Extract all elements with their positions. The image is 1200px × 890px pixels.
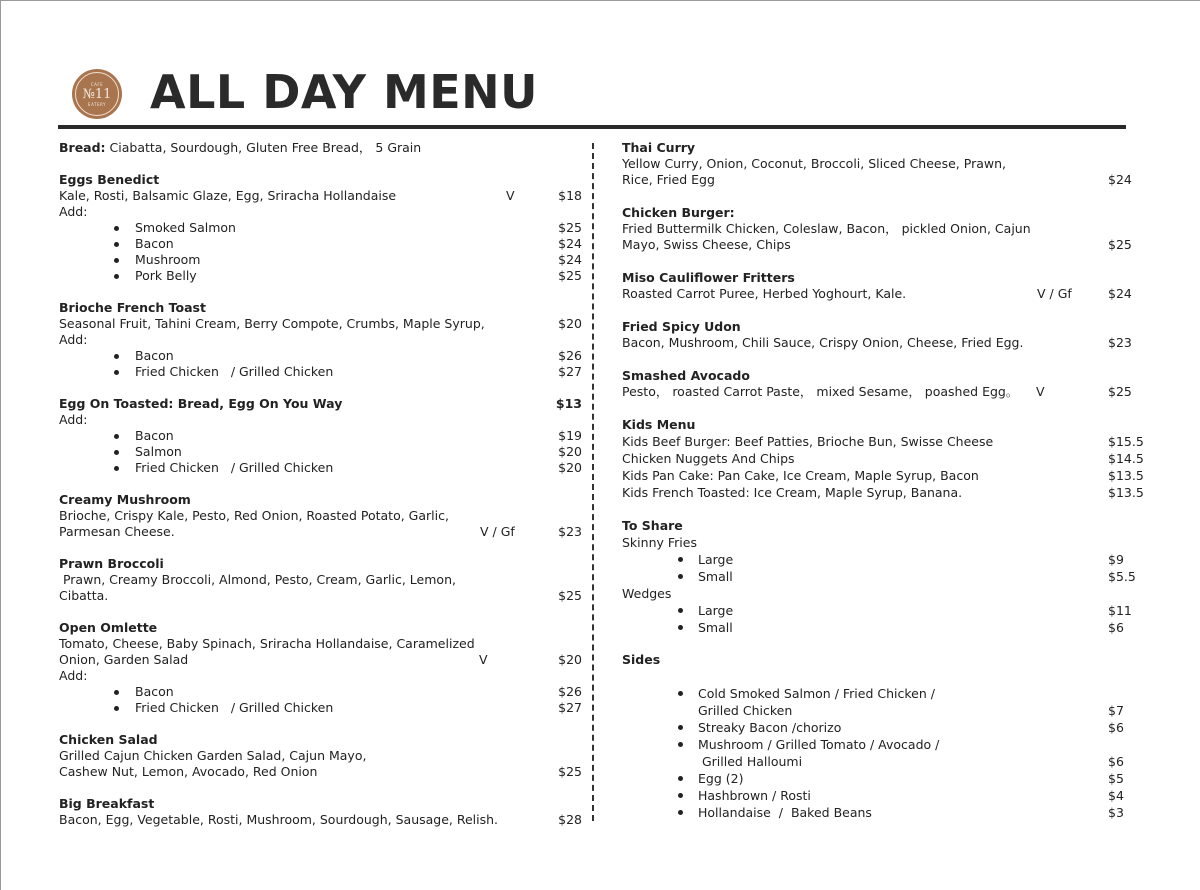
left-column [59, 139, 582, 828]
dietary-tag: V / Gf [1037, 286, 1072, 301]
addon-row [59, 700, 582, 716]
side-price: $5 [1108, 771, 1124, 786]
item-desc: Tomato, Cheese, Baby Spinach, Sriracha Hollandaise, Caramelized [59, 636, 475, 651]
item-title: Brioche French Toast [59, 300, 206, 315]
item-price: $20 [558, 316, 582, 331]
menu-item-big-breakfast [59, 796, 582, 828]
item-price: $23 [1108, 335, 1132, 350]
share-group-label: Wedges [622, 586, 672, 601]
addon-name: Smoked Salmon [135, 220, 236, 235]
item-desc-row [622, 172, 1144, 188]
menu-item-creamy-mushroom [59, 492, 582, 540]
page-border-top [0, 0, 1200, 1]
item-title: Thai Curry [622, 140, 696, 155]
menu-item-brioche-french-toast [59, 300, 582, 380]
item-price: $25 [1108, 384, 1132, 399]
bread-text: Ciabatta, Sourdough, Gluten Free Bread， 5 Grain [105, 140, 422, 155]
item-desc: Roasted Carrot Puree, Herbed Yoghourt, Kale. [622, 286, 907, 301]
bullet-icon [114, 450, 119, 455]
bullet-icon [114, 466, 119, 471]
share-option-row [622, 602, 1144, 619]
item-desc: Prawn, Creamy Broccoli, Almond, Pesto, Cream, Garlic, Lemon, [59, 572, 456, 587]
bullet-icon [678, 608, 683, 613]
addon-name: Mushroom [135, 252, 201, 267]
item-price: $23 [558, 524, 582, 539]
dietary-tag: V / Gf [480, 524, 515, 539]
kids-item-name: Kids Beef Burger: Beef Patties, Brioche Bun, Swisse Cheese [622, 434, 994, 449]
addon-price: $25 [558, 268, 582, 283]
option-name: Small [698, 569, 733, 584]
page-title: ALL DAY MENU [150, 65, 538, 119]
kids-item-row [622, 450, 1144, 467]
item-title-row [59, 396, 582, 412]
side-price: $3 [1108, 805, 1124, 820]
addon-price: $27 [558, 364, 582, 379]
item-desc: Rice, Fried Egg [622, 172, 715, 187]
addon-row [59, 460, 582, 476]
side-row [622, 770, 1144, 787]
item-desc-row [622, 286, 1144, 302]
menu-item-fried-spicy-udon [622, 319, 1144, 351]
addon-name: Fried Chicken / Grilled Chicken [135, 364, 334, 379]
addon-name: Bacon [135, 348, 174, 363]
item-title: Creamy Mushroom [59, 492, 191, 507]
cafe-logo [72, 69, 122, 119]
side-name-cont: Grilled Halloumi [698, 754, 803, 769]
kids-item-price: $13.5 [1108, 468, 1144, 483]
side-row [622, 736, 1144, 753]
share-option-row [622, 619, 1144, 636]
kids-item-row [622, 467, 1144, 484]
addon-name: Bacon [135, 428, 174, 443]
bullet-icon [114, 354, 119, 359]
side-name: Mushroom / Grilled Tomato / Avocado / [698, 737, 940, 752]
item-price: $24 [1108, 286, 1132, 301]
side-row-cont [622, 753, 1144, 770]
section-to-share [622, 517, 1144, 636]
item-price: $20 [558, 652, 582, 667]
item-title: Big Breakfast [59, 796, 155, 811]
kids-item-row [622, 484, 1144, 501]
option-price: $5.5 [1108, 569, 1136, 584]
dietary-tag: V [479, 652, 488, 667]
share-group-label: Skinny Fries [622, 535, 697, 550]
bullet-icon [678, 557, 683, 562]
bullet-icon [114, 370, 119, 375]
item-title: Open Omlette [59, 620, 158, 635]
addon-row [59, 348, 582, 364]
bullet-icon [678, 625, 683, 630]
item-title: Chicken Burger: [622, 205, 735, 220]
addon-price: $26 [558, 684, 582, 699]
bread-label: Bread: [59, 140, 106, 155]
menu-item-smashed-avocado [622, 368, 1144, 400]
bullet-icon [678, 574, 683, 579]
item-desc: Grilled Cajun Chicken Garden Salad, Cajun Mayo, [59, 748, 367, 763]
addon-name: Salmon [135, 444, 182, 459]
column-divider [592, 143, 594, 821]
side-row [622, 787, 1144, 804]
side-price: $6 [1108, 720, 1124, 735]
addon-row [59, 364, 582, 380]
item-desc-row [59, 188, 582, 204]
page-border-left [0, 0, 1, 890]
item-desc-row [59, 316, 582, 332]
kids-item-name: Kids Pan Cake: Pan Cake, Ice Cream, Maple Syrup, Bacon [622, 468, 979, 483]
side-row-cont [622, 702, 1144, 719]
side-price: $4 [1108, 788, 1124, 803]
side-name: Cold Smoked Salmon / Fried Chicken / [698, 686, 935, 701]
bullet-icon [114, 434, 119, 439]
menu-item-miso-cauliflower-fritters [622, 270, 1144, 302]
item-desc: Cibatta. [59, 588, 109, 603]
item-desc-row [59, 764, 582, 780]
kids-item-price: $15.5 [1108, 434, 1144, 449]
option-name: Large [698, 552, 734, 567]
menu-item-thai-curry [622, 140, 1144, 188]
section-kids-menu [622, 417, 1144, 501]
item-desc-row [59, 652, 582, 668]
item-desc: Parmesan Cheese. [59, 524, 175, 539]
option-price: $9 [1108, 552, 1124, 567]
addon-row [59, 252, 582, 268]
side-row [622, 804, 1144, 821]
item-desc: Brioche, Crispy Kale, Pesto, Red Onion, Roasted Potato, Garlic, [59, 508, 449, 523]
spacer [622, 668, 1144, 685]
menu-item-chicken-salad [59, 732, 582, 780]
item-desc-row [59, 524, 582, 540]
side-price: $7 [1108, 703, 1124, 718]
addon-price: $24 [558, 252, 582, 267]
addon-row [59, 268, 582, 284]
menu-item-eggs-benedict [59, 172, 582, 284]
title-rule [58, 125, 1126, 129]
addon-price: $27 [558, 700, 582, 715]
dietary-tag: V [1036, 384, 1045, 399]
item-desc: Seasonal Fruit, Tahini Cream, Berry Compote, Crumbs, Maple Syrup, [59, 316, 485, 331]
side-row [622, 685, 1144, 702]
item-desc: Pesto， roasted Carrot Paste， mixed Sesame， poashed Egg。 [622, 384, 1019, 399]
dietary-tag: V [506, 188, 515, 203]
bullet-icon [678, 793, 683, 798]
share-option-row [622, 551, 1144, 568]
item-desc: Bacon, Egg, Vegetable, Rosti, Mushroom, Sourdough, Sausage, Relish. [59, 812, 499, 827]
addon-name: Fried Chicken / Grilled Chicken [135, 460, 334, 475]
add-label: Add: [59, 412, 88, 427]
item-desc-row [622, 335, 1144, 351]
item-desc: Fried Buttermilk Chicken, Coleslaw, Bacon， pickled Onion, Cajun [622, 221, 1031, 236]
share-option-row [622, 568, 1144, 585]
bullet-icon [678, 691, 683, 696]
bread-line [59, 140, 582, 156]
item-desc-row [622, 237, 1144, 253]
item-desc: Onion, Garden Salad [59, 652, 189, 667]
item-desc-row [59, 588, 582, 604]
item-price: $25 [558, 764, 582, 779]
section-title: To Share [622, 518, 683, 533]
option-name: Large [698, 603, 734, 618]
item-desc-row [622, 384, 1144, 400]
addon-price: $20 [558, 444, 582, 459]
bullet-icon [114, 258, 119, 263]
bullet-icon [678, 742, 683, 747]
item-desc: Mayo, Swiss Cheese, Chips [622, 237, 791, 252]
bullet-icon [114, 706, 119, 711]
item-price: $13 [555, 396, 582, 411]
addon-name: Bacon [135, 684, 174, 699]
option-name: Small [698, 620, 733, 635]
item-price: $25 [558, 588, 582, 603]
item-title: Chicken Salad [59, 732, 158, 747]
section-sides [622, 652, 1144, 821]
side-price: $6 [1108, 754, 1124, 769]
logo-small-bottom: EATERY [88, 101, 106, 107]
bullet-icon [678, 725, 683, 730]
logo-ring [75, 72, 119, 116]
side-row [622, 719, 1144, 736]
bullet-icon [114, 242, 119, 247]
addon-price: $25 [558, 220, 582, 235]
item-desc: Cashew Nut, Lemon, Avocado, Red Onion [59, 764, 318, 779]
right-column [622, 139, 1144, 821]
menu-item-chicken-burger [622, 205, 1144, 253]
addon-price: $26 [558, 348, 582, 363]
kids-item-price: $14.5 [1108, 451, 1144, 466]
item-price: $18 [558, 188, 582, 203]
item-desc: Bacon, Mushroom, Chili Sauce, Crispy Onion, Cheese, Fried Egg. [622, 335, 1024, 350]
add-label: Add: [59, 204, 88, 219]
addon-row [59, 428, 582, 444]
item-price: $28 [558, 812, 582, 827]
option-price: $11 [1108, 603, 1132, 618]
addon-row [59, 236, 582, 252]
side-name: Streaky Bacon /chorizo [698, 720, 842, 735]
item-desc-row [59, 812, 582, 828]
menu-item-egg-on-toasted [59, 396, 582, 476]
bullet-icon [114, 226, 119, 231]
kids-item-name: Chicken Nuggets And Chips [622, 451, 795, 466]
item-desc: Yellow Curry, Onion, Coconut, Broccoli, Sliced Cheese, Prawn, [622, 156, 1006, 171]
kids-item-name: Kids French Toasted: Ice Cream, Maple Syrup, Banana. [622, 485, 963, 500]
menu-item-open-omelette [59, 620, 582, 716]
item-title: Fried Spicy Udon [622, 319, 741, 334]
addon-row [59, 444, 582, 460]
item-title: Smashed Avocado [622, 368, 750, 383]
side-name: Egg (2) [698, 771, 744, 786]
addon-price: $24 [558, 236, 582, 251]
addon-row [59, 684, 582, 700]
bullet-icon [114, 690, 119, 695]
bullet-icon [114, 274, 119, 279]
item-title: Egg On Toasted: Bread, Egg On You Way [59, 396, 343, 411]
side-name: Hollandaise / Baked Beans [698, 805, 872, 820]
bullet-icon [678, 776, 683, 781]
option-price: $6 [1108, 620, 1124, 635]
addon-price: $20 [558, 460, 582, 475]
add-label: Add: [59, 332, 88, 347]
menu-item-prawn-broccoli [59, 556, 582, 604]
section-title: Kids Menu [622, 417, 696, 432]
item-price: $24 [1108, 172, 1132, 187]
kids-item-row [622, 433, 1144, 450]
kids-item-price: $13.5 [1108, 485, 1144, 500]
addon-name: Bacon [135, 236, 174, 251]
bullet-icon [678, 810, 683, 815]
add-label: Add: [59, 668, 88, 683]
item-price: $25 [1108, 237, 1132, 252]
side-name: Hashbrown / Rosti [698, 788, 811, 803]
logo-small-top: CAFE [90, 81, 104, 87]
addon-row [59, 220, 582, 236]
section-title: Sides [622, 652, 661, 667]
addon-name: Fried Chicken / Grilled Chicken [135, 700, 334, 715]
logo-main: №11 [82, 86, 112, 102]
item-title: Miso Cauliflower Fritters [622, 270, 795, 285]
item-title: Eggs Benedict [59, 172, 160, 187]
side-name-cont: Grilled Chicken [698, 703, 793, 718]
item-desc: Kale, Rosti, Balsamic Glaze, Egg, Sriracha Hollandaise [59, 188, 397, 203]
addon-name: Pork Belly [135, 268, 197, 283]
addon-price: $19 [558, 428, 582, 443]
item-title: Prawn Broccoli [59, 556, 164, 571]
